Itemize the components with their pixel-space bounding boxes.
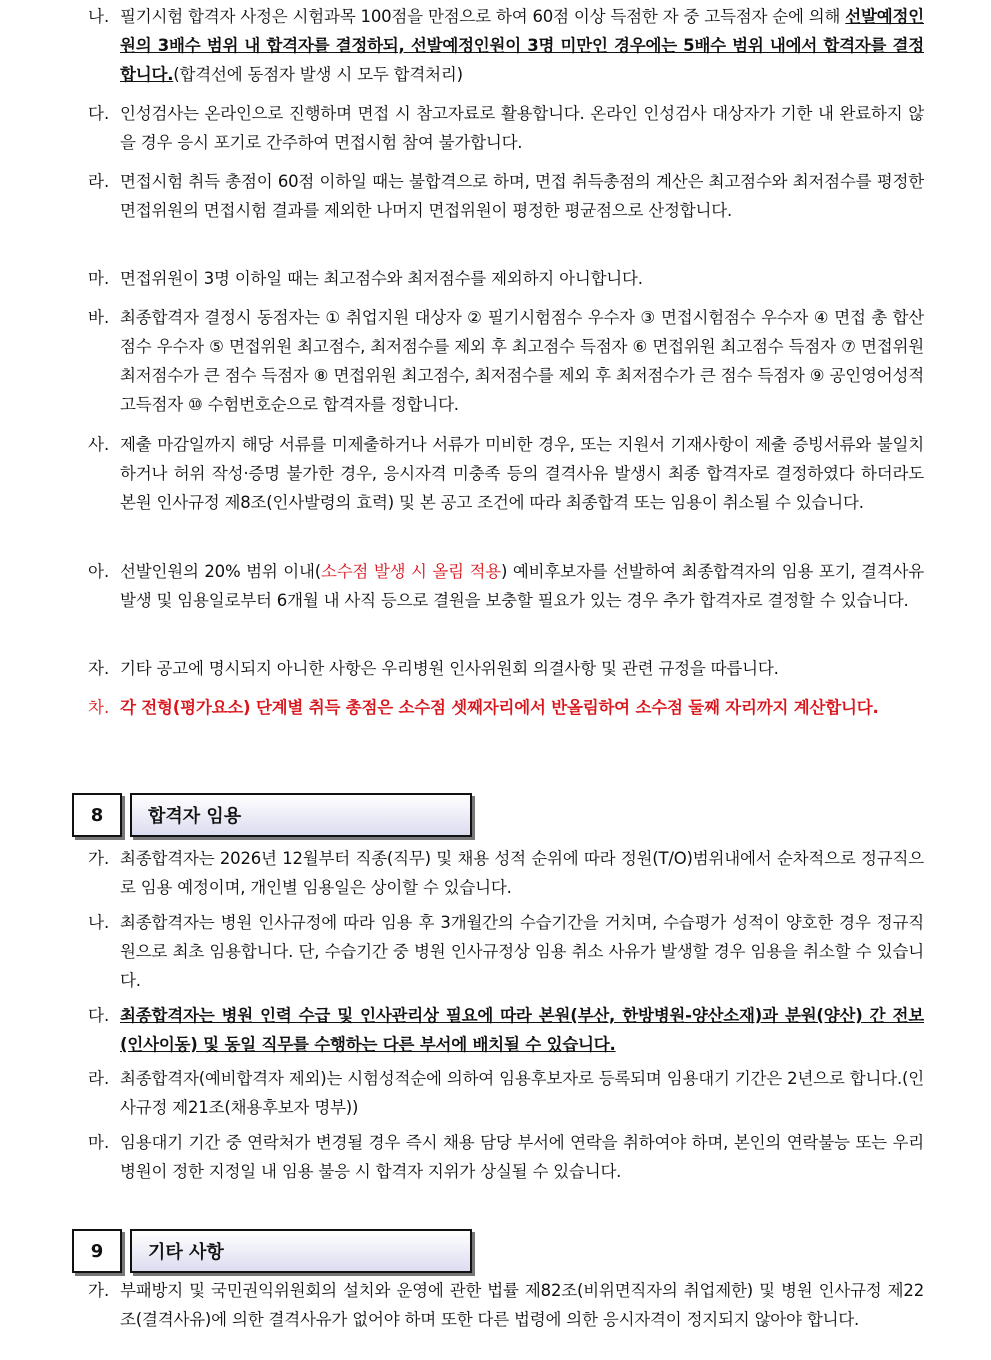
item-text [120,430,924,517]
item-na [88,2,924,89]
item-label: 아. [88,562,110,581]
item-text [120,303,924,419]
item-text [120,1128,924,1186]
item-text [120,1276,924,1334]
text-segment: 최종합격자(예비합격자 제외)는 시험성적순에 의하여 임용후보자로 등록되며 임용대기 기간은 2년으로 합니다.(인사규정 제21조(채용후보자 명부)) [120,1069,924,1117]
text-segment: 필기시험 합격자 사정은 시험과목 100점을 만점으로 하여 60점 이상 득점한 자 중 고득점자 순에 의해 [120,7,846,26]
item-label: 라. [88,172,110,191]
item-ba [88,303,924,419]
item-8-na [88,908,924,995]
item-ja [88,654,924,683]
section-title: 합격자 임용 [130,793,472,837]
underlined-text: 선발예정인원의 3배수 범위 내 합격자를 결정하되, 선발예정인원이 3명 미만인 경우에는 5배수 범위 내에서 합격자를 결정합니다. [120,7,924,84]
text-segment: (합격선에 동점자 발생 시 모두 합격처리) [173,65,463,84]
text-segment: 제출 마감일까지 해당 서류를 미제출하거나 서류가 미비한 경우, 또는 지원서 기재사항이 제출 증빙서류와 불일치하거나 허위 작성·증명 불가한 경우, 응시자격 미충족 등의 결격사유 발생시 최종 합격자로 결정하였다 하더라도 본원 인사규정 제8조(인사발령의 효력) 및 본 공고 조건에 따라 최종합격 또는 임용이 취소될 수 있습니다. [120,435,924,512]
text-segment: 최종합격자는 병원 인사규정에 따라 임용 후 3개월간의 수습기간을 거치며, 수습평가 성적이 양호한 경우 정규직원으로 최초 임용합니다. 단, 수습기간 중 병원 인사규정상 임용 취소 사유가 발생할 경우 임용을 취소할 수 있습니다. [120,913,924,990]
item-label: 나. [88,913,110,932]
text-segment: ) 예비후보자를 선발하여 최종합격자의 임용 포기, 결격사유 발생 및 임용일로부터 6개월 내 사직 등으로 결원을 보충할 필요가 있는 경우 추가 합격자로 결정할 수 있습니다. [120,562,924,610]
item-text [120,99,924,157]
item-label: 자. [88,659,110,678]
item-label: 라. [88,1069,110,1088]
item-label: 가. [88,849,110,868]
item-text [120,908,924,995]
text-segment: 부패방지 및 국민권익위원회의 설치와 운영에 관한 법률 제82조(비위면직자의 취업제한) 및 병원 인사규정 제22조(결격사유)에 의한 결격사유가 없어야 하며 또한 다른 법령에 의한 응시자격이 정지되지 않아야 합니다. [120,1281,924,1329]
item-label: 다. [88,1006,110,1025]
item-text [120,693,924,722]
item-text [120,844,924,902]
red-bold-text: 각 전형(평가요소) 단계별 취득 총점은 소수점 셋째자리에서 반올림하여 소수점 둘째 자리까지 계산합니다. [120,698,879,717]
item-8-ma [88,1128,924,1186]
text-segment: 기타 공고에 명시되지 아니한 사항은 우리병원 인사위원회 의결사항 및 관련 규정을 따릅니다. [120,659,779,678]
item-label: 가. [88,1281,110,1300]
item-8-da [88,1001,924,1059]
item-9-ga [88,1276,924,1334]
item-ra [88,167,924,225]
item-a [88,557,924,615]
item-sa [88,430,924,517]
red-text: 소수점 발생 시 올림 적용 [320,562,501,581]
item-text [120,654,924,683]
item-text [120,557,924,615]
text-segment: 인성검사는 온라인으로 진행하며 면접 시 참고자료로 활용합니다. 온라인 인성검사 대상자가 기한 내 완료하지 않을 경우 응시 포기로 간주하여 면접시험 참여 불가합니다. [120,104,924,152]
item-text [120,167,924,225]
item-label: 다. [88,104,110,123]
text-segment: 면접시험 취득 총점이 60점 이하일 때는 불합격으로 하며, 면접 취득총점의 계산은 최고점수와 최저점수를 평정한 면접위원의 면접시험 결과를 제외한 나머지 면접위원이 평정한 평균점으로 산정합니다. [120,172,924,220]
text-segment: 면접위원이 3명 이하일 때는 최고점수와 최저점수를 제외하지 아니합니다. [120,269,643,288]
item-label: 사. [88,435,110,454]
section-number: 8 [72,793,122,837]
section-title: 기타 사항 [130,1229,472,1273]
section-number: 9 [72,1229,122,1273]
item-ma [88,264,924,293]
text-segment: 임용대기 기간 중 연락처가 변경될 경우 즉시 채용 담당 부서에 연락을 취하여야 하며, 본인의 연락불능 또는 우리병원이 정한 지정일 내 임용 불응 시 합격자 지위가 상실될 수 있습니다. [120,1133,924,1181]
text-segment: 최종합격자는 2026년 12월부터 직종(직무) 및 채용 성적 순위에 따라 정원(T/O)범위내에서 순차적으로 정규직으로 임용 예정이며, 개인별 임용일은 상이할 수 있습니다. [120,849,924,897]
item-8-ga [88,844,924,902]
item-text [120,264,924,293]
item-label: 나. [88,7,110,26]
item-label: 차. [88,698,110,717]
item-label: 마. [88,269,110,288]
text-segment: 선발인원의 20% 범위 이내( [120,562,321,581]
text-segment: 최종합격자 결정시 동점자는 ① 취업지원 대상자 ② 필기시험점수 우수자 ③ 면접시험점수 우수자 ④ 면접 총 합산점수 우수자 ⑤ 면접위원 최고점수, 최저점수를 제외 후 최고점수 득점자 ⑥ 면접위원 최고점수 득점자 ⑦ 면접위원 최저점수가 큰 점수 득점자 ⑧ 면접위원 최고점수, 최저점수를 제외 후 최저점수가 큰 점수 득점자 ⑨ 공인영어성적 고득점자 ⑩ 수험번호순으로 합격자를 정합니다. [120,308,924,414]
underlined-text: 최종합격자는 병원 인력 수급 및 인사관리상 필요에 따라 본원(부산, 한방병원-양산소재)과 분원(양산) 간 전보(인사이동) 및 동일 직무를 수행하는 다른 부서에 배치될 수 있습니다. [120,1006,924,1054]
item-text [120,2,924,89]
item-label: 바. [88,308,110,327]
item-cha [88,693,924,722]
item-da [88,99,924,157]
item-text [120,1001,924,1059]
item-label: 마. [88,1133,110,1152]
item-text [120,1064,924,1122]
item-8-ra [88,1064,924,1122]
